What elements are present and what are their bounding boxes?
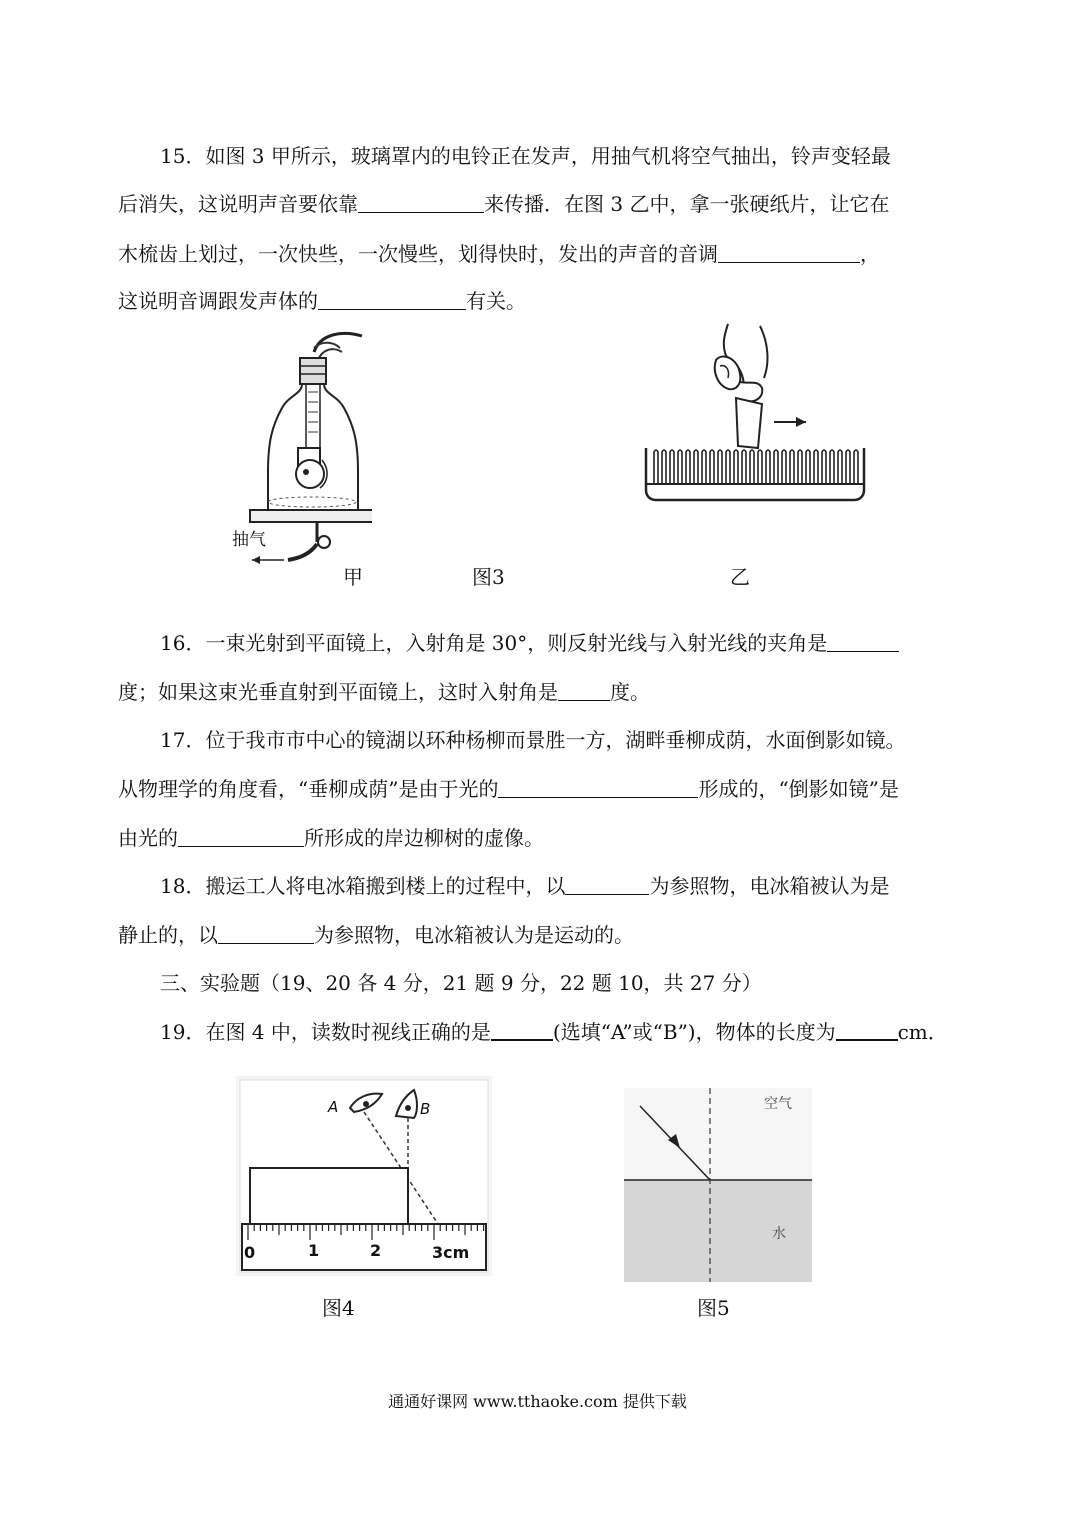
answer-blank[interactable] (827, 631, 899, 652)
air-label: 空气 (764, 1096, 792, 1112)
comb-tooth (670, 450, 674, 484)
comb-tooth (758, 450, 762, 484)
q15-line3: 木梳齿上划过，一次快些，一次慢些，划得快时，发出的声音的音调 ， (118, 242, 880, 266)
answer-blank[interactable] (491, 1019, 553, 1041)
comb-tooth (662, 450, 666, 484)
comb-tooth (854, 450, 858, 484)
fig5-caption: 图5 (697, 1296, 730, 1320)
comb-tooth (774, 450, 778, 484)
comb-tooth (710, 450, 714, 484)
water-label: 水 (772, 1226, 786, 1242)
comb-figure (640, 322, 870, 502)
comb-tooth (806, 450, 810, 484)
ruler-label-0: 0 (244, 1243, 256, 1262)
comb-tooth (798, 450, 802, 484)
comb-tooth (718, 450, 722, 484)
q18-line1: 18．搬运工人将电冰箱搬到楼上的过程中，以 为参照物，电冰箱被认为是 (160, 874, 890, 898)
q16-line1: 16．一束光射到平面镜上，入射角是 30°，则反射光线与入射光线的夹角是 (160, 628, 1000, 658)
q17-line3: 由光的 所形成的岸边柳树的虚像。 (118, 826, 544, 850)
section-heading: 三、实验题（19、20 各 4 分，21 题 9 分，22 题 10，共 27 分） (160, 971, 762, 995)
comb-tooth (702, 450, 706, 484)
comb-tooth (846, 450, 850, 484)
comb-tooth (678, 450, 682, 484)
comb-tooth (766, 450, 770, 484)
comb-tooth (790, 450, 794, 484)
comb-tooth (734, 450, 738, 484)
fig3-caption-jia: 甲 (343, 565, 363, 589)
comb-tooth (822, 450, 826, 484)
answer-blank[interactable] (565, 874, 649, 895)
answer-blank[interactable] (558, 680, 610, 701)
q18-line2: 静止的，以 为参照物，电冰箱被认为是运动的。 (118, 923, 634, 947)
q15-line1: 15．如图 3 甲所示，玻璃罩内的电铃正在发声，用抽气机将空气抽出，铃声变轻最 (160, 144, 891, 168)
comb-tooth (694, 450, 698, 484)
q16-line2: 度；如果这束光垂直射到平面镜上，这时入射角是 度。 (118, 680, 650, 704)
q15-line2: 后消失，这说明声音要依靠 来传播．在图 3 乙中，拿一张硬纸片，让它在 (118, 192, 890, 216)
ruler-label-1: 1 (308, 1241, 320, 1260)
q19-line1: 19．在图 4 中，读数时视线正确的是 (选填“A”或“B”)，物体的长度为 cm． (160, 1020, 948, 1044)
refraction-figure (624, 1088, 812, 1282)
comb-tooth (686, 450, 690, 484)
comb-tooth (830, 450, 834, 484)
answer-blank[interactable] (318, 289, 466, 310)
eye-a-label: A (328, 1098, 339, 1116)
footer-text: 通通好课网 www.tthaoke.com 提供下载 (388, 1392, 687, 1411)
eye-b-label: B (420, 1100, 431, 1118)
pump-label: 抽气 (232, 530, 266, 550)
comb-tooth (750, 450, 754, 484)
ruler-figure (236, 1076, 492, 1276)
answer-blank[interactable] (718, 242, 860, 263)
fig3-caption-yi: 乙 (730, 565, 750, 589)
answer-blank[interactable] (498, 777, 698, 798)
ruler-label-3: 3cm (432, 1243, 470, 1262)
comb-tooth (726, 450, 730, 484)
comb-tooth (838, 450, 842, 484)
comb-tooth (742, 450, 746, 484)
fig3-caption: 图3 (472, 565, 505, 589)
fig4-caption: 图4 (322, 1296, 355, 1320)
ruler-label-2: 2 (370, 1241, 382, 1260)
comb-tooth (654, 450, 658, 484)
q17-line1: 17．位于我市市中心的镜湖以环种杨柳而景胜一方，湖畔垂柳成荫，水面倒影如镜。 (160, 728, 906, 752)
q15-line4: 这说明音调跟发声体的 有关。 (118, 289, 526, 313)
q17-line2: 从物理学的角度看，“垂柳成荫”是由于光的 形成的，“倒影如镜”是 (118, 777, 899, 801)
answer-blank[interactable] (218, 923, 314, 944)
answer-blank[interactable] (358, 192, 484, 213)
comb-tooth (782, 450, 786, 484)
answer-blank[interactable] (836, 1019, 898, 1041)
answer-blank[interactable] (178, 826, 304, 847)
comb-tooth (814, 450, 818, 484)
